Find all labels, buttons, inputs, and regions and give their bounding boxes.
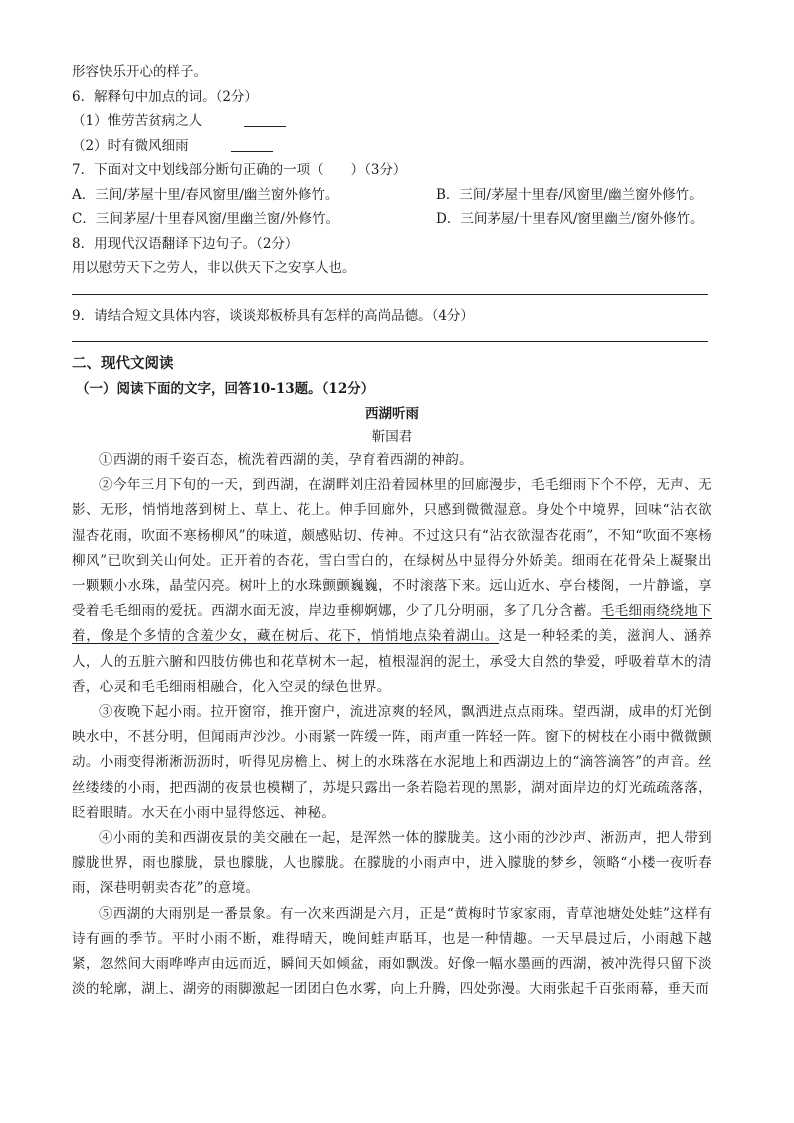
answer-line	[72, 293, 708, 295]
answer-blank	[244, 112, 286, 127]
option-a: A．三间/茅屋十里/春风窗里/幽兰窗外修竹。	[72, 186, 339, 203]
paragraph-2-text-b: 这是一种轻柔的美，滋润人、涵养人，人的五脏六腑和四肢仿佛也和花草树木一起，植根湿润的泥土，承受大自然的挚爱，呼吸着草木的清香，心灵和毛毛细雨相融合，化入空灵的绿色世界。	[72, 628, 713, 695]
paragraph-3: ③夜晚下起小雨。拉开窗帘，推开窗户，流进凉爽的轻风，飘洒进点点雨珠。望西湖，成串的灯光倒映水中，不甚分明，但闻雨声沙沙。小雨紧一阵缓一阵，雨声重一阵轻一阵。窗下的树枝在小雨中微微颤动。小雨变得淅淅沥沥时，听得见房檐上、树上的水珠落在水泥地上和西湖边上的“滴答滴答”的声音。丝丝缕缕的小雨，把西湖的夜景也模糊了，苏堤只露出一条若隐若现的黑影，湖对面岸边的灯光疏疏落落，眨着眼睛。水天在小雨中显得悠远、神秘。	[72, 704, 712, 821]
paragraph-1: ①西湖的雨千姿百态，梳洗着西湖的美，孕育着西湖的神韵。	[99, 452, 473, 468]
question-6-item-2	[72, 134, 712, 159]
paragraph-2-text-a: ②今年三月下旬的一天，到西湖，在湖畔刘庄沿着园林里的回廊漫步，毛毛细雨下个不停，无声、无影、无形，悄悄地落到树上、草上、花上。伸手回廊外，只感到微微湿意。身处个中境界，回味“沾衣欲湿杏花雨，吹面不寒杨柳风”的味道，颇感贴切、传神。不过这只有“沾衣欲湿杏花雨”，不知“吹面不寒杨柳风”已吹到关山何处。正开着的杏花，雪白雪白的，在绿树丛中显得分外娇美。细雨在花骨朵上凝聚出一颗颗小水珠，晶莹闪亮。树叶上的水珠颤颤巍巍，不时滚落下来。远山近水、亭台楼阁，一片静谧，享受着毛毛细雨的爱抚。西湖水面无波，岸边垂柳婀娜，少了几分明丽，多了几分含蓄。	[72, 477, 712, 620]
sub-heading: （一）阅读下面的文字，回答10-13题。（12分）	[76, 381, 375, 397]
question-7-options-row-1	[72, 183, 712, 208]
question-6-item-1	[72, 109, 712, 134]
text-line: 形容快乐开心的样子。	[72, 64, 207, 80]
answer-line	[72, 340, 708, 342]
question-7: 7．下面对文中划线部分断句正确的一项（ ）（3分）	[72, 162, 407, 178]
question-7-options-row-2	[72, 207, 712, 232]
section-heading: 二、现代文阅读	[72, 355, 174, 372]
question-6-item-2-text: （2）时有微风细雨	[72, 137, 189, 154]
question-9: 9．请结合短文具体内容，谈谈郑板桥具有怎样的高尚品德。（4分）	[72, 307, 474, 324]
option-c: C．三间茅屋/十里春风窗/里幽兰窗/外修竹。	[72, 211, 339, 227]
option-d: D．三间茅屋/十里春风/窗里幽兰/窗外修竹。	[436, 211, 704, 227]
article-author: 靳国君	[371, 429, 413, 445]
exam-page	[72, 60, 712, 1002]
paragraph-2	[72, 473, 712, 700]
paragraph-4: ④小雨的美和西湖夜景的美交融在一起，是浑然一体的朦胧美。这小雨的沙沙声、淅沥声，把人带到朦胧世界，雨也朦胧，景也朦胧，人也朦胧。在朦胧的小雨声中，进入朦胧的梦乡，领略“小楼一夜听春雨，深巷明朝卖杏花”的意境。	[72, 830, 712, 897]
option-b: B．三间/茅屋十里春/风窗里/幽兰窗外修竹。	[436, 186, 703, 203]
question-8: 8．用现代汉语翻译下边句子。（2分）	[72, 235, 299, 252]
article-title: 西湖听雨	[365, 406, 419, 422]
answer-blank	[231, 137, 273, 152]
paragraph-5: ⑤西湖的大雨别是一番景象。有一次来西湖是六月，正是“黄梅时节家家雨，青草池塘处处蛙”这样有诗有画的季节。平时小雨不断，难得晴天，晚间蛙声聒耳，也是一种情趣。一天早晨过后，小雨越下越紧，忽然间大雨哗哗声由远而近，瞬间天如倾盆，雨如飘泼。好像一幅水墨画的西湖，被冲洗得只留下淡淡的轮廓，湖上、湖旁的雨脚激起一团团白色水雾，向上升腾，四处弥漫。大雨张起千百张雨幕，垂天而	[72, 905, 712, 998]
question-8-sentence: 用以慰劳天下之劳人，非以供天下之安享人也。	[72, 260, 356, 276]
question-6: 6．解释句中加点的词。（2分）	[72, 88, 258, 105]
underlined-sentence: 毛毛细雨绕绕地下着，像是个多情的含羞少女，藏在树后、花下，悄悄地点染着湖山。	[72, 603, 712, 645]
question-6-item-1-text: （1）惟劳苦贫病之人	[72, 113, 203, 129]
